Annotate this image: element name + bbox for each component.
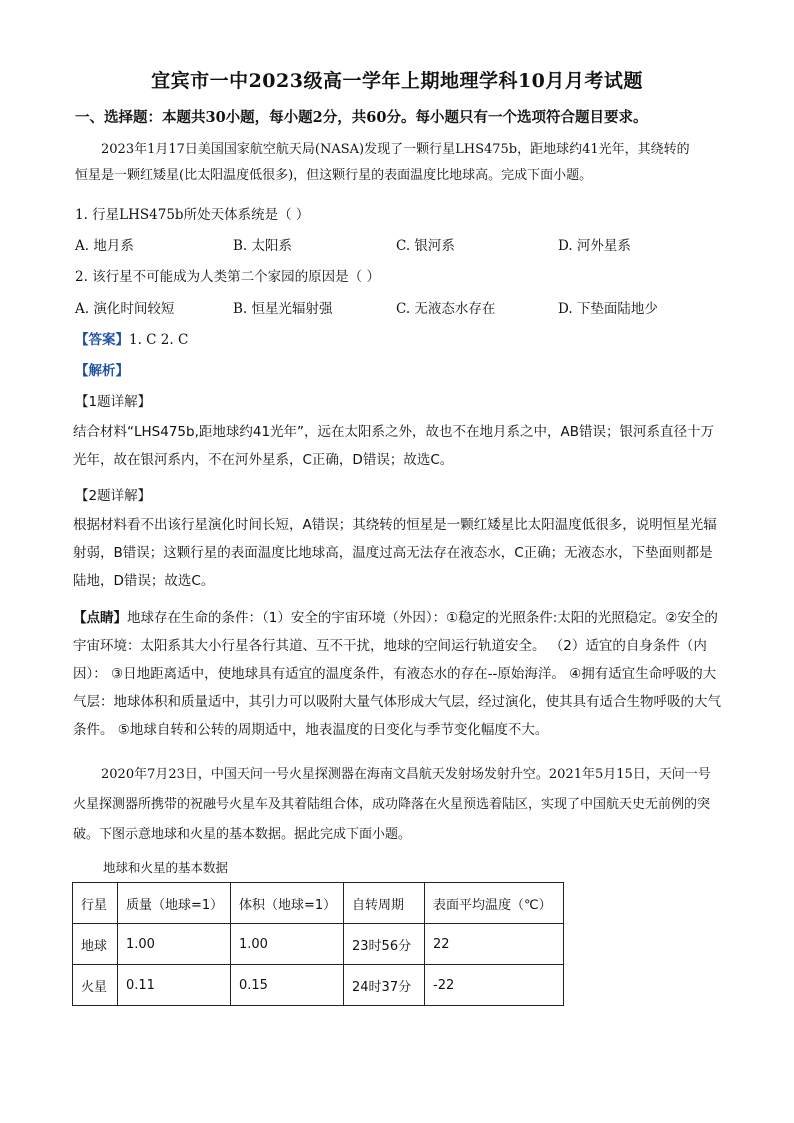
table-header-cell: 质量（地球=1） [118, 883, 231, 924]
table-cell: 24时37分 [344, 965, 425, 1006]
question-1-option-c: C. 银河系 [396, 238, 455, 254]
table-row [73, 924, 564, 965]
table-cell: 火星 [73, 965, 118, 1006]
passage-2: 2020年7月23日，中国天问一号火星探测器在海南文昌航天发射场发射升空。2021年5月15日，天问一号火星探测器所携带的祝融号火星车及其着陆组合体，成功降落在火星预选着陆区，实现了中国航天史无前例的突破。下图示意地球和火星的基本数据。据此完成下面小题。 [73, 767, 711, 842]
table-header-cell: 体积（地球=1） [231, 883, 344, 924]
detail-1-label: 【1题详解】 [75, 394, 152, 410]
table-row [73, 965, 564, 1006]
table-header-cell: 行星 [73, 883, 118, 924]
table-cell: 0.11 [118, 965, 231, 1006]
table-header-row [73, 883, 564, 924]
analysis-label: 【解析】 [75, 363, 129, 379]
question-2-option-c: C. 无液态水存在 [396, 301, 496, 317]
passage-1-line-2: 恒星是一颗红矮星(比太阳温度低很多)，但这颗行星的表面温度比地球高。完成下面小题。 [75, 168, 593, 183]
question-2-stem: 2. 该行星不可能成为人类第二个家园的原因是（ ） [75, 269, 380, 285]
question-1-option-b: B. 太阳系 [233, 238, 293, 254]
table-cell: -22 [425, 965, 564, 1006]
table-header-cell: 自转周期 [344, 883, 425, 924]
tips-label: 【点睛】 [73, 610, 127, 626]
tips-text: 地球存在生命的条件：（1）安全的宇宙环境（外因）：①稳定的光照条件:太阳的光照稳定。②安全的宇宙环境：太阳系其大小行星各行其道、互不干扰，地球的空间运行轨道安全。 （2）适宜的自身条件（内因）： ③日地距离适中，使地球具有适宜的温度条件，有液态水的存在--原始海洋。 ④拥有适宜生命呼吸的大气层：地球体积和质量适中，其引力可以吸附大量气体形成大气层，经过演化，使其具有适合生物呼吸的大气条件。 ⑤地球自转和公转的周期适中，地表温度的日变化与季节变化幅度不大。 [73, 610, 721, 738]
question-1-option-a: A. 地月系 [75, 238, 134, 254]
table-cell: 0.15 [231, 965, 344, 1006]
table-cell: 1.00 [118, 924, 231, 965]
answer-label: 【答案】 [75, 332, 129, 348]
table-cell: 23时56分 [344, 924, 425, 965]
question-2-option-b: B. 恒星光辐射强 [233, 301, 333, 317]
answer-line [75, 328, 188, 348]
question-1-stem: 1. 行星LHS475b所处天体系统是（ ） [75, 207, 310, 223]
table-caption: 地球和火星的基本数据 [103, 860, 229, 875]
tips-block [73, 604, 723, 744]
question-1-option-d: D. 河外星系 [558, 238, 631, 254]
table-cell: 22 [425, 924, 564, 965]
question-2-option-a: A. 演化时间较短 [75, 301, 175, 317]
answer-text: 1. C 2. C [129, 332, 189, 348]
table-cell: 地球 [73, 924, 118, 965]
planet-data-table [72, 882, 564, 1006]
page-title: 宜宾市一中2023级高一学年上期地理学科10月月考试题 [151, 70, 643, 92]
question-2-option-d: D. 下垫面陆地少 [558, 301, 658, 317]
table-cell: 1.00 [231, 924, 344, 965]
detail-2-text: 根据材料看不出该行星演化时间长短，A错误；其绕转的恒星是一颗红矮星比太阳温度低很多，说明恒星光辐射弱，B错误；这颗行星的表面温度比地球高，温度过高无法存在液态水，C正确；无液态水，下垫面则都是陆地，D错误；故选C。 [73, 517, 717, 589]
section-heading: 一、选择题：本题共30小题，每小题2分，共60分。每小题只有一个选项符合题目要求。 [75, 109, 648, 126]
detail-2-label: 【2题详解】 [75, 488, 152, 504]
table-header-cell: 表面平均温度（℃） [425, 883, 564, 924]
passage-1-line-1: 2023年1月17日美国国家航空航天局(NASA)发现了一颗行星LHS475b，距地球约41光年，其绕转的 [101, 142, 690, 157]
detail-1-text: 结合材料“LHS475b,距地球约41光年”，远在太阳系之外，故也不在地月系之中，AB错误；银河系直径十万光年，故在银河系内，不在河外星系，C正确，D错误；故选C。 [73, 424, 715, 468]
